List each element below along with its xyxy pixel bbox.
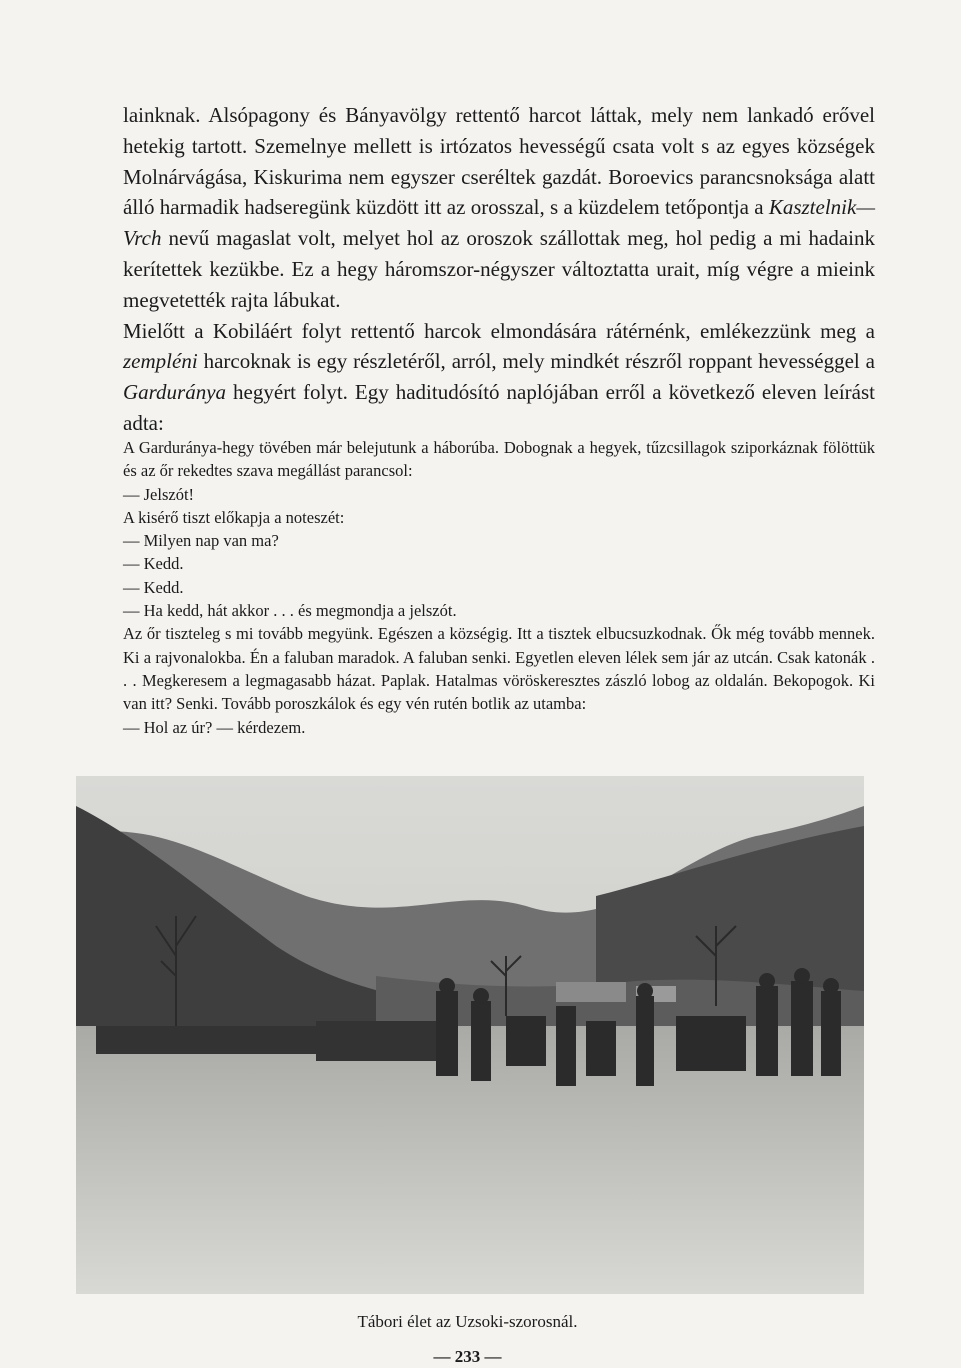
camp-life-photo <box>76 776 864 1294</box>
paragraph-1: lainknak. Alsópagony és Bányavölgy rettentő harcot láttak, mely nem lankadó erővel hetekig tartott. Szemelnye mellett is irtózatos hevességű csata volt s az egyes községek Molnárvágása, Kiskurima nem egyszer cseréltek gazdát. Boroevics parancsnoksága alatt álló harmadik hadseregünk küzdött itt az orosszal, s a küzdelem tetőpontja a Kasztelnik—Vrch nevű magaslat volt, melyet hol az oroszok szállottak meg, hol pedig a mi hadaink kerítettek kezükbe. Ez a hegy háromszor-négyszer változtatta urait, míg végre a mieink megvetették rajta lábukat. <box>123 103 875 312</box>
quote-line: — Milyen nap van ma? <box>123 531 279 551</box>
photo-caption: Tábori élet az Uzsoki-szorosnál. <box>357 1312 578 1331</box>
quote-line: A Gardurányа-hegy tövében már belejutunk a háborúba. Dobognak a hegyek, tűzcsillagok sziporkáznak fölöttük és az őr rekedtes szava megállást parancsol: <box>123 438 875 481</box>
quote-line: — Jelszót! <box>123 484 195 504</box>
page-number: — 233 — <box>433 1347 502 1366</box>
main-text <box>123 100 875 439</box>
quoted-diary <box>123 436 875 739</box>
quote-line: — Ha kedd, hát akkor . . . és megmondja a jelszót. <box>123 601 457 621</box>
quote-line: — Kedd. <box>123 554 184 574</box>
quote-line: A kisérő tiszt előkapja a noteszét: <box>123 507 345 527</box>
quote-line: — Hol az úr? — kérdezem. <box>123 717 306 737</box>
paragraph-2: Mielőtt a Kobiláért folyt rettentő harcok elmondására rátérnénk, emlékezzünk meg a zempléni harcoknak is egy részletéről, arról, mely mindkét részről roppant hevességgel a Gardurányа hegyért folyt. Egy haditudósító naplójában erről a következő eleven leírást adta: <box>123 318 875 435</box>
quote-line: Az őr tiszteleg s mi tovább megyünk. Egészen a községig. Itt a tisztek elbucsuzkodnak. Ők még tovább mennek. Ki a rajvonalokba. Én a faluban maradok. A faluban senki. Egyetlen eleven lélek sem jár az utcán. Csak katonák . . . Megkeresem a legmagasabb házat. Paplak. Hatalmas vöröskeresztes zászló lobog az oldalán. Bekopogok. Ki van itt? Senki. Tovább poroszkálok és egy vén rutén botlik az utamba: <box>123 624 875 714</box>
quote-line: — Kedd. <box>123 577 184 597</box>
